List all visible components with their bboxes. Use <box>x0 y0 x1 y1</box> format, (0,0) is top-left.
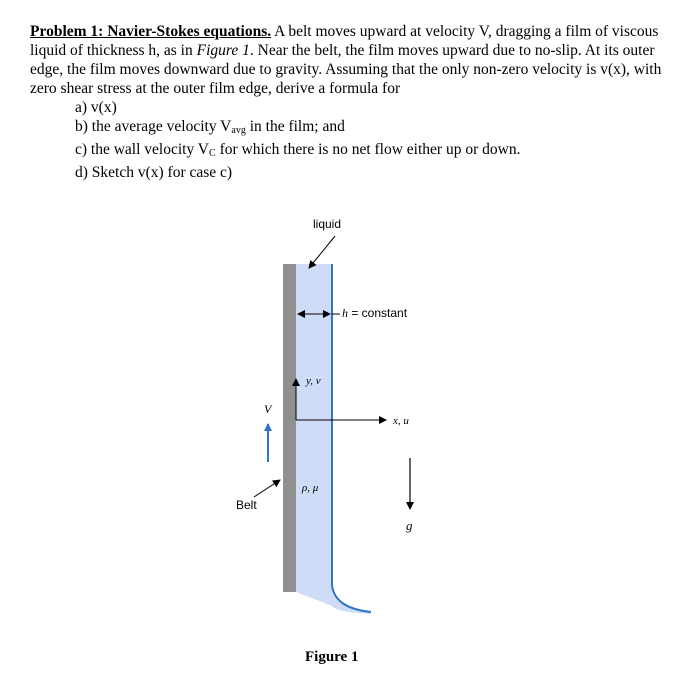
belt-velocity-label: V <box>264 402 272 416</box>
liquid-pointer-arrow <box>309 236 335 268</box>
v-symbol: v <box>315 375 321 387</box>
intro-text-2: . Near the belt, the film moves upward due to no-slip. At its outer edge, the film moves downward due to gravity. Assuming that the only non-zero velocity is v(x), with zero shear stress at the outer film edge, derive a formula for <box>30 42 662 97</box>
rho-symbol: ρ <box>302 482 308 494</box>
task-b-sub: avg <box>231 125 246 136</box>
h-symbol: h <box>342 306 348 320</box>
liquid-label: liquid <box>313 217 342 231</box>
task-d: d) Sketch v(x) for case c) <box>75 164 233 181</box>
belt <box>283 264 296 592</box>
task-c-pre: c) the wall velocity V <box>75 141 210 158</box>
gravity-label: g <box>406 518 413 533</box>
figure-caption: Figure 1 <box>305 649 359 665</box>
belt-pointer-arrow <box>254 480 280 497</box>
y-v-label: y, v <box>306 375 321 387</box>
task-a: a) v(x) <box>75 99 117 116</box>
liquid-film <box>296 264 332 592</box>
h-constant-label <box>342 306 408 320</box>
h-constant-text: = constant <box>348 306 408 320</box>
task-c-sub: C <box>209 148 216 159</box>
intro-text-1: A belt moves upward at velocity V, dragging a film of viscous liquid of thickness h, as in <box>30 23 659 59</box>
rho-mu-label: ρ, μ <box>302 482 319 494</box>
problem-title: Problem 1: Navier-Stokes equations. <box>30 23 272 40</box>
x-u-label: x, u <box>393 415 409 427</box>
figure-reference: Figure 1 <box>196 42 250 59</box>
task-b-post: in the film; and <box>245 118 345 135</box>
x-symbol: x <box>393 415 398 427</box>
task-b-pre: b) the average velocity V <box>75 118 232 135</box>
task-c-post: for which there is no net flow either up or down. <box>215 141 521 158</box>
mu-symbol: μ <box>312 482 319 494</box>
u-symbol: u <box>403 415 409 427</box>
belt-label: Belt <box>236 498 257 512</box>
y-symbol: y <box>306 375 311 387</box>
